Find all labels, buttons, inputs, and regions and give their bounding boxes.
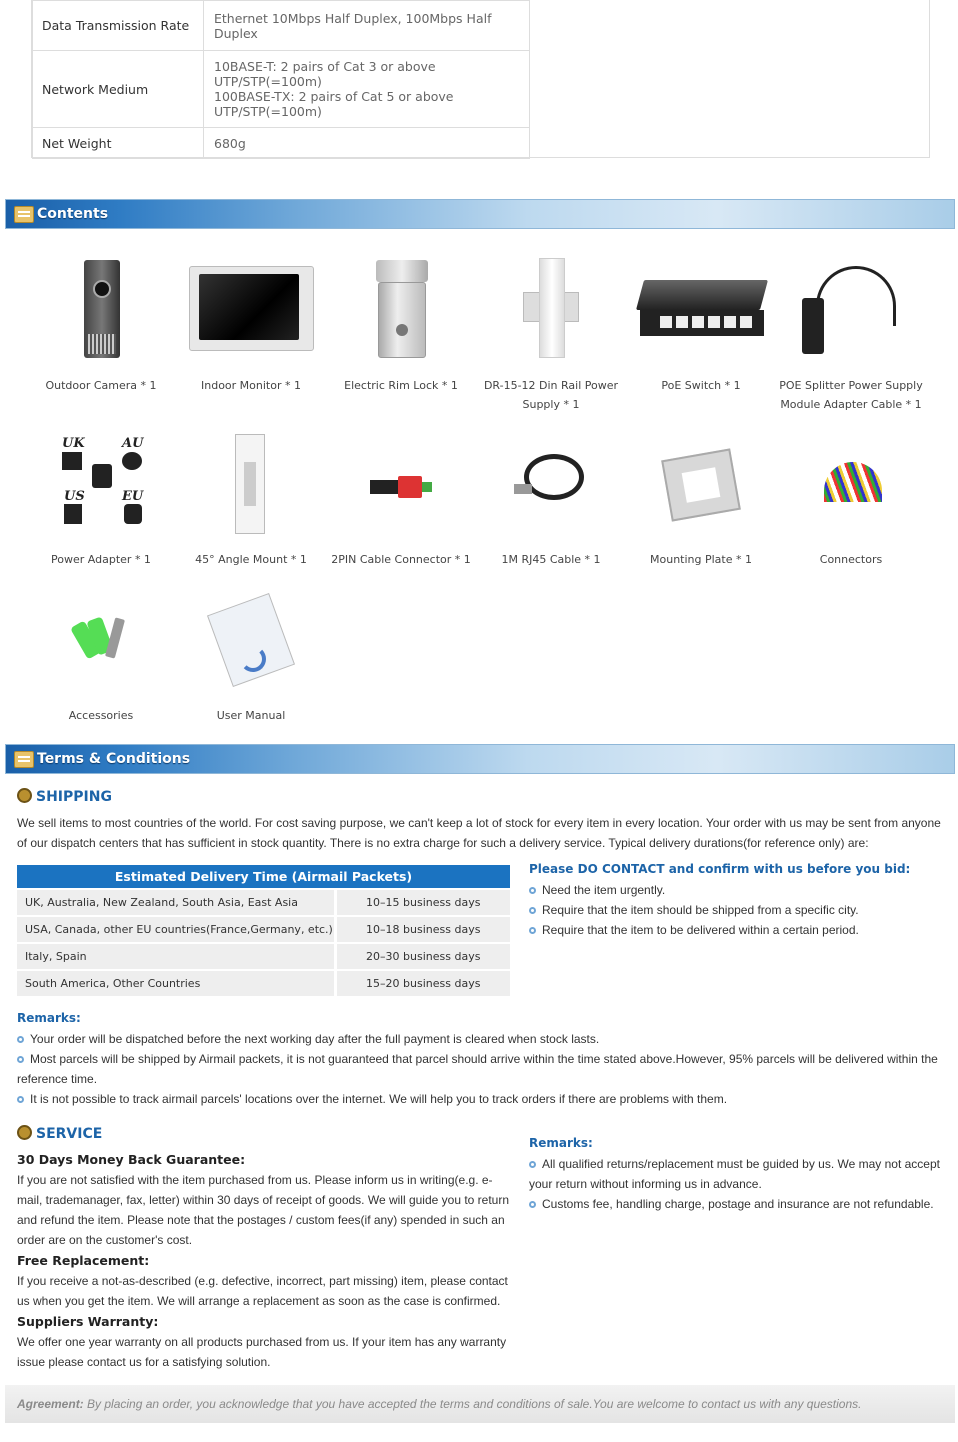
indoor-monitor-icon [176, 258, 326, 368]
replacement-text: If you receive a not-as-described (e.g. defective, incorrect, part missing) item, please contact us when you get the item. We will arrange a replacement as soon as the case is confirmed. [17, 1274, 508, 1308]
service-heading: SERVICE [17, 1125, 102, 1142]
list-item: Your order will be dispatched before the next working day after the full payment is cleared when stock lasts. [17, 1029, 945, 1049]
outdoor-camera-icon [26, 258, 176, 368]
cable-connector-icon [326, 432, 476, 542]
service-icon [17, 1125, 32, 1140]
content-item: Accessories [26, 588, 176, 725]
content-item: 1M RJ45 Cable * 1 [476, 432, 626, 569]
spec-value: Ethernet 10Mbps Half Duplex, 100Mbps Half Duplex [204, 1, 530, 51]
spec-value: 10BASE-T: 2 pairs of Cat 3 or above UTP/STP(=100m) 100BASE-TX: 2 pairs of Cat 5 or above UTP/STP(=100m) [204, 51, 530, 128]
list-item: All qualified returns/replacement must be guided by us. We may not accept your return without informing us in advance. [529, 1157, 940, 1191]
spec-table [31, 0, 930, 158]
content-item: User Manual [176, 588, 326, 725]
content-item: Electric Rim Lock * 1 [326, 258, 476, 395]
warranty-title: Suppliers Warranty: [17, 1314, 159, 1329]
money-back-title: 30 Days Money Back Guarantee: [17, 1152, 246, 1167]
list-item: Require that the item should be shipped from a specific city. [529, 900, 859, 920]
spec-key: Data Transmission Rate [33, 1, 204, 51]
terms-title: Terms & Conditions [37, 751, 191, 767]
content-item: POE Splitter Power Supply Module Adapter Cable * 1 [776, 258, 926, 414]
list-item: Most parcels will be shipped by Airmail packets, it is not guaranteed that parcel should arrive within the time stated above.However, 95% parcels will be delivered within the reference time. [17, 1052, 938, 1086]
money-back-text: If you are not satisfied with the item purchased from us. Please inform us in writing(e.g. e-mail, trademanager, fax, letter) within 30 days of receipt of goods. We will guide you to return and refund the item. Please note that the postages / custom fees(if any) spended in such an order are on the customer's cost. [17, 1173, 510, 1247]
agreement-label: Agreement: [17, 1397, 84, 1411]
agreement-bar [5, 1385, 955, 1423]
content-item: PoE Switch * 1 [626, 258, 776, 395]
list-item: Customs fee, handling charge, postage and insurance are not refundable. [529, 1194, 945, 1214]
din-rail-power-icon [476, 258, 626, 368]
content-item: Connectors [776, 432, 926, 569]
shipping-intro: We sell items to most countries of the world. For cost saving purpose, we can't keep a lot of stock for every item in every location. Your order with us may be sent from anyone of our dispatch centers that has sufficient in stock quantity. There is no extra charge for such a delivery service. Typical delivery durations(for reference only) are: [17, 816, 941, 850]
contents-title: Contents [37, 206, 109, 222]
delivery-table-title: Estimated Delivery Time (Airmail Packets) [17, 865, 510, 889]
user-manual-icon [176, 588, 326, 698]
content-item: DR-15-12 Din Rail Power Supply * 1 [476, 258, 626, 414]
table-row: UK, Australia, New Zealand, South Asia, East Asia 10–15 business days [17, 889, 510, 916]
table-row: USA, Canada, other EU countries(France,Germany, etc.) 10–18 business days [17, 916, 510, 943]
table-row: Italy, Spain 20–30 business days [17, 943, 510, 970]
rim-lock-icon [326, 258, 476, 368]
shipping-heading: SHIPPING [17, 788, 112, 805]
poe-splitter-icon [776, 258, 926, 368]
list-item: Need the item urgently. [529, 880, 665, 900]
content-item: Mounting Plate * 1 [626, 432, 776, 569]
mounting-plate-icon [626, 432, 776, 542]
delivery-table [17, 865, 510, 998]
warranty-text: We offer one year warranty on all products purchased from us. If your item has any warranty issue please contact us for a satisfying solution. [17, 1335, 507, 1369]
shipping-remarks-title: Remarks: [17, 1011, 81, 1025]
connectors-icon [776, 432, 926, 542]
list-item: It is not possible to track airmail parcels' locations over the internet. We will help you to track orders if there are problems with them. [17, 1089, 945, 1109]
spec-value: 680g [204, 128, 530, 159]
poe-switch-icon [626, 258, 776, 368]
agreement-text: By placing an order, you acknowledge that you have accepted the terms and conditions of sale.You are welcome to contact us with any questions. [83, 1397, 862, 1411]
terms-banner [5, 744, 955, 774]
content-item: 2PIN Cable Connector * 1 [326, 432, 476, 569]
content-item: 45° Angle Mount * 1 [176, 432, 326, 569]
list-item: Require that the item to be delivered within a certain period. [529, 920, 859, 940]
table-row: South America, Other Countries 15–20 business days [17, 970, 510, 997]
folder-icon [14, 206, 34, 223]
content-item: UK AU US EU Power Adapter * 1 [26, 432, 176, 569]
angle-mount-icon [176, 432, 326, 542]
service-remarks-title: Remarks: [529, 1136, 593, 1150]
content-item: Indoor Monitor * 1 [176, 258, 326, 395]
replacement-title: Free Replacement: [17, 1253, 150, 1268]
accessories-icon [26, 588, 176, 698]
contact-title: Please DO CONTACT and confirm with us before you bid: [529, 862, 911, 876]
shipping-icon [17, 788, 32, 803]
spec-key: Network Medium [33, 51, 204, 128]
content-item: Outdoor Camera * 1 [26, 258, 176, 395]
rj45-cable-icon [476, 432, 626, 542]
spec-key: Net Weight [33, 128, 204, 159]
folder-icon [14, 751, 34, 768]
contents-banner [5, 199, 955, 229]
power-adapter-icon: UK AU US EU [26, 432, 176, 542]
